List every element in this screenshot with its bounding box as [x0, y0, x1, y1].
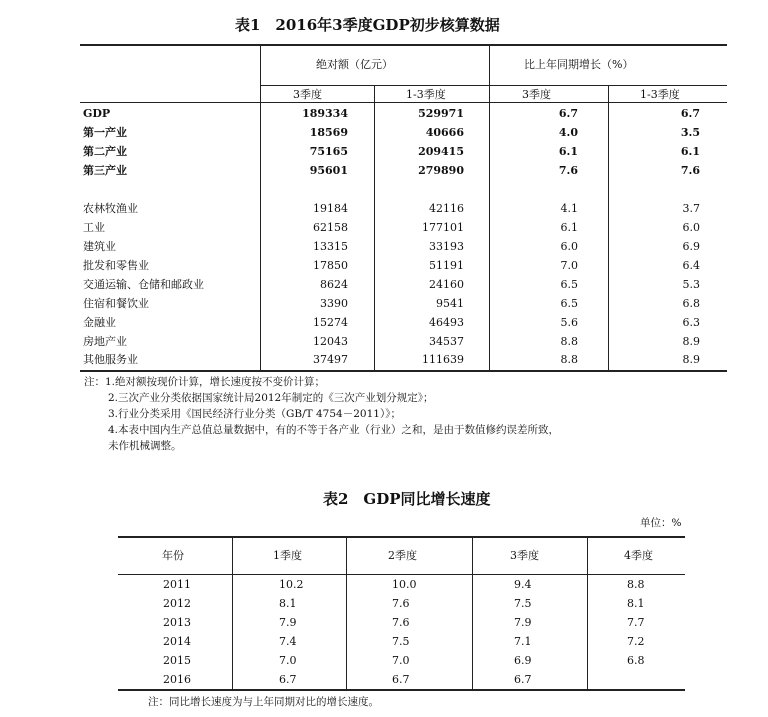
cell-q1-3: 34537: [429, 335, 464, 348]
table1-vrule-3: [489, 46, 490, 370]
cell-q3: 18569: [309, 126, 348, 139]
cell-q2: 7.0: [392, 654, 410, 667]
cell-growth-q3: 8.8: [560, 335, 578, 348]
header-q3-abs: 3季度: [293, 88, 322, 101]
cell-q3: 7.9: [514, 616, 532, 629]
cell-q2: 10.0: [392, 578, 417, 591]
cell-q1: 6.7: [279, 673, 297, 686]
cell-q3: 13315: [313, 240, 348, 253]
table2-title: 表2 GDP同比增长速度: [323, 490, 491, 508]
cell-q3: 17850: [313, 259, 348, 272]
cell-q4: 6.8: [627, 654, 645, 667]
cell-q4: 7.2: [627, 635, 645, 648]
table1-header-bottom-rule: [80, 102, 727, 103]
cell-q3: 95601: [309, 164, 348, 177]
cell-growth-q3: 6.5: [560, 278, 578, 291]
row-label: 金融业: [83, 316, 116, 329]
table2-vrule-2: [346, 538, 347, 689]
table1-header-mid-rule: [260, 85, 727, 86]
row-label: 工业: [83, 221, 105, 234]
cell-growth-q1-3: 6.3: [682, 316, 700, 329]
table2-bottom-rule: [118, 689, 685, 691]
cell-growth-q3: 6.1: [558, 145, 578, 158]
table2-vrule-1: [232, 538, 233, 689]
cell-q1-3: 9541: [436, 297, 464, 310]
cell-growth-q3: 7.0: [560, 259, 578, 272]
cell-q1-3: 46493: [429, 316, 464, 329]
cell-year: 2014: [163, 635, 191, 648]
cell-q1-3: 529971: [418, 107, 464, 120]
cell-growth-q1-3: 6.1: [680, 145, 700, 158]
note-line: 4.本表中国内生产总值总量数据中，有的不等于各产业（行业）之和，是由于数值修约误差所致，: [108, 424, 560, 436]
cell-year: 2015: [163, 654, 191, 667]
header-q2: 2季度: [388, 549, 417, 562]
row-label: GDP: [83, 107, 111, 120]
cell-q2: 7.6: [392, 616, 410, 629]
cell-q1: 7.0: [279, 654, 297, 667]
header-q4: 4季度: [624, 549, 653, 562]
cell-year: 2011: [163, 578, 191, 591]
cell-q1-3: 111639: [422, 353, 464, 366]
cell-q3: 62158: [313, 221, 348, 234]
cell-growth-q3: 6.0: [560, 240, 578, 253]
cell-growth-q3: 4.0: [558, 126, 578, 139]
cell-q1-3: 42116: [429, 202, 464, 215]
cell-growth-q1-3: 8.9: [682, 335, 700, 348]
header-q3-growth: 3季度: [522, 88, 551, 101]
cell-q1-3: 279890: [418, 164, 464, 177]
cell-growth-q1-3: 7.6: [680, 164, 700, 177]
header-q1: 1季度: [273, 549, 302, 562]
cell-q1-3: 24160: [429, 278, 464, 291]
cell-q3: 6.7: [514, 673, 532, 686]
table2-unit: 单位：%: [640, 517, 682, 529]
table2-vrule-4: [587, 538, 588, 689]
table2-top-rule: [118, 536, 685, 538]
row-label: 第三产业: [83, 164, 127, 177]
note-line: 未作机械调整。: [108, 440, 182, 452]
row-label: 住宿和餐饮业: [83, 297, 149, 310]
cell-growth-q3: 5.6: [560, 316, 578, 329]
cell-growth-q1-3: 8.9: [682, 353, 700, 366]
cell-q3: 6.9: [514, 654, 532, 667]
cell-q1: 10.2: [279, 578, 304, 591]
header-year: 年份: [162, 549, 184, 562]
row-label: 批发和零售业: [83, 259, 149, 272]
cell-q3: 15274: [313, 316, 348, 329]
row-label: 第二产业: [83, 145, 127, 158]
row-label: 建筑业: [83, 240, 116, 253]
cell-growth-q3: 4.1: [560, 202, 578, 215]
cell-q1-3: 51191: [429, 259, 464, 272]
header-q1-3-abs: 1-3季度: [406, 88, 446, 101]
cell-q4: 8.8: [627, 578, 645, 591]
row-label: 交通运输、仓储和邮政业: [83, 278, 204, 291]
cell-q1-3: 33193: [429, 240, 464, 253]
header-yoy-growth: 比上年同期增长（%）: [524, 58, 634, 71]
cell-year: 2012: [163, 597, 191, 610]
cell-growth-q1-3: 3.7: [682, 202, 700, 215]
cell-q3: 7.1: [514, 635, 532, 648]
cell-q3: 7.5: [514, 597, 532, 610]
cell-q1: 7.9: [279, 616, 297, 629]
table1-top-rule: [80, 44, 727, 46]
row-label: 第一产业: [83, 126, 127, 139]
cell-growth-q3: 6.1: [560, 221, 578, 234]
cell-q3: 75165: [309, 145, 348, 158]
cell-q1: 7.4: [279, 635, 297, 648]
row-label: 其他服务业: [83, 353, 138, 366]
cell-growth-q1-3: 6.0: [682, 221, 700, 234]
note-line: 2.三次产业分类依据国家统计局2012年制定的《三次产业划分规定》；: [108, 392, 434, 404]
cell-q3: 8624: [320, 278, 348, 291]
cell-q4: 8.1: [627, 597, 645, 610]
cell-growth-q1-3: 3.5: [680, 126, 700, 139]
table1-vrule-4: [608, 86, 609, 370]
cell-growth-q3: 6.7: [558, 107, 578, 120]
cell-growth-q1-3: 5.3: [682, 278, 700, 291]
cell-q4: 7.7: [627, 616, 645, 629]
cell-growth-q1-3: 6.8: [682, 297, 700, 310]
cell-q3: 189334: [302, 107, 348, 120]
table2-note: 注：同比增长速度为与上年同期对比的增长速度。: [148, 696, 379, 708]
cell-q1-3: 177101: [422, 221, 464, 234]
table1-vrule-2: [374, 86, 375, 370]
header-q3: 3季度: [510, 549, 539, 562]
cell-q3: 3390: [320, 297, 348, 310]
cell-q3: 12043: [313, 335, 348, 348]
note-line: 注：1.绝对额按现价计算，增长速度按不变价计算；: [84, 376, 326, 388]
cell-growth-q3: 6.5: [560, 297, 578, 310]
cell-q1-3: 40666: [425, 126, 464, 139]
cell-q2: 7.6: [392, 597, 410, 610]
cell-q1: 8.1: [279, 597, 297, 610]
cell-q3: 19184: [313, 202, 348, 215]
table2-vrule-3: [472, 538, 473, 689]
cell-year: 2013: [163, 616, 191, 629]
cell-q3: 9.4: [514, 578, 532, 591]
header-absolute-amount: 绝对额（亿元）: [316, 58, 393, 71]
cell-year: 2016: [163, 673, 191, 686]
cell-growth-q1-3: 6.4: [682, 259, 700, 272]
cell-growth-q3: 8.8: [560, 353, 578, 366]
table1-vrule-1: [260, 46, 261, 370]
cell-q1-3: 209415: [418, 145, 464, 158]
cell-growth-q1-3: 6.7: [680, 107, 700, 120]
cell-q2: 6.7: [392, 673, 410, 686]
cell-q3: 37497: [313, 353, 348, 366]
note-line: 3.行业分类采用《国民经济行业分类（GB/T 4754－2011）》；: [108, 408, 401, 420]
table2-header-rule: [118, 574, 685, 575]
cell-growth-q3: 7.6: [558, 164, 578, 177]
table1-title: 表1 2016年3季度GDP初步核算数据: [235, 16, 500, 34]
row-label: 房地产业: [83, 335, 127, 348]
header-q1-3-growth: 1-3季度: [640, 88, 680, 101]
cell-growth-q1-3: 6.9: [682, 240, 700, 253]
row-label: 农林牧渔业: [83, 202, 138, 215]
cell-q2: 7.5: [392, 635, 410, 648]
table1-bottom-rule: [80, 370, 727, 372]
